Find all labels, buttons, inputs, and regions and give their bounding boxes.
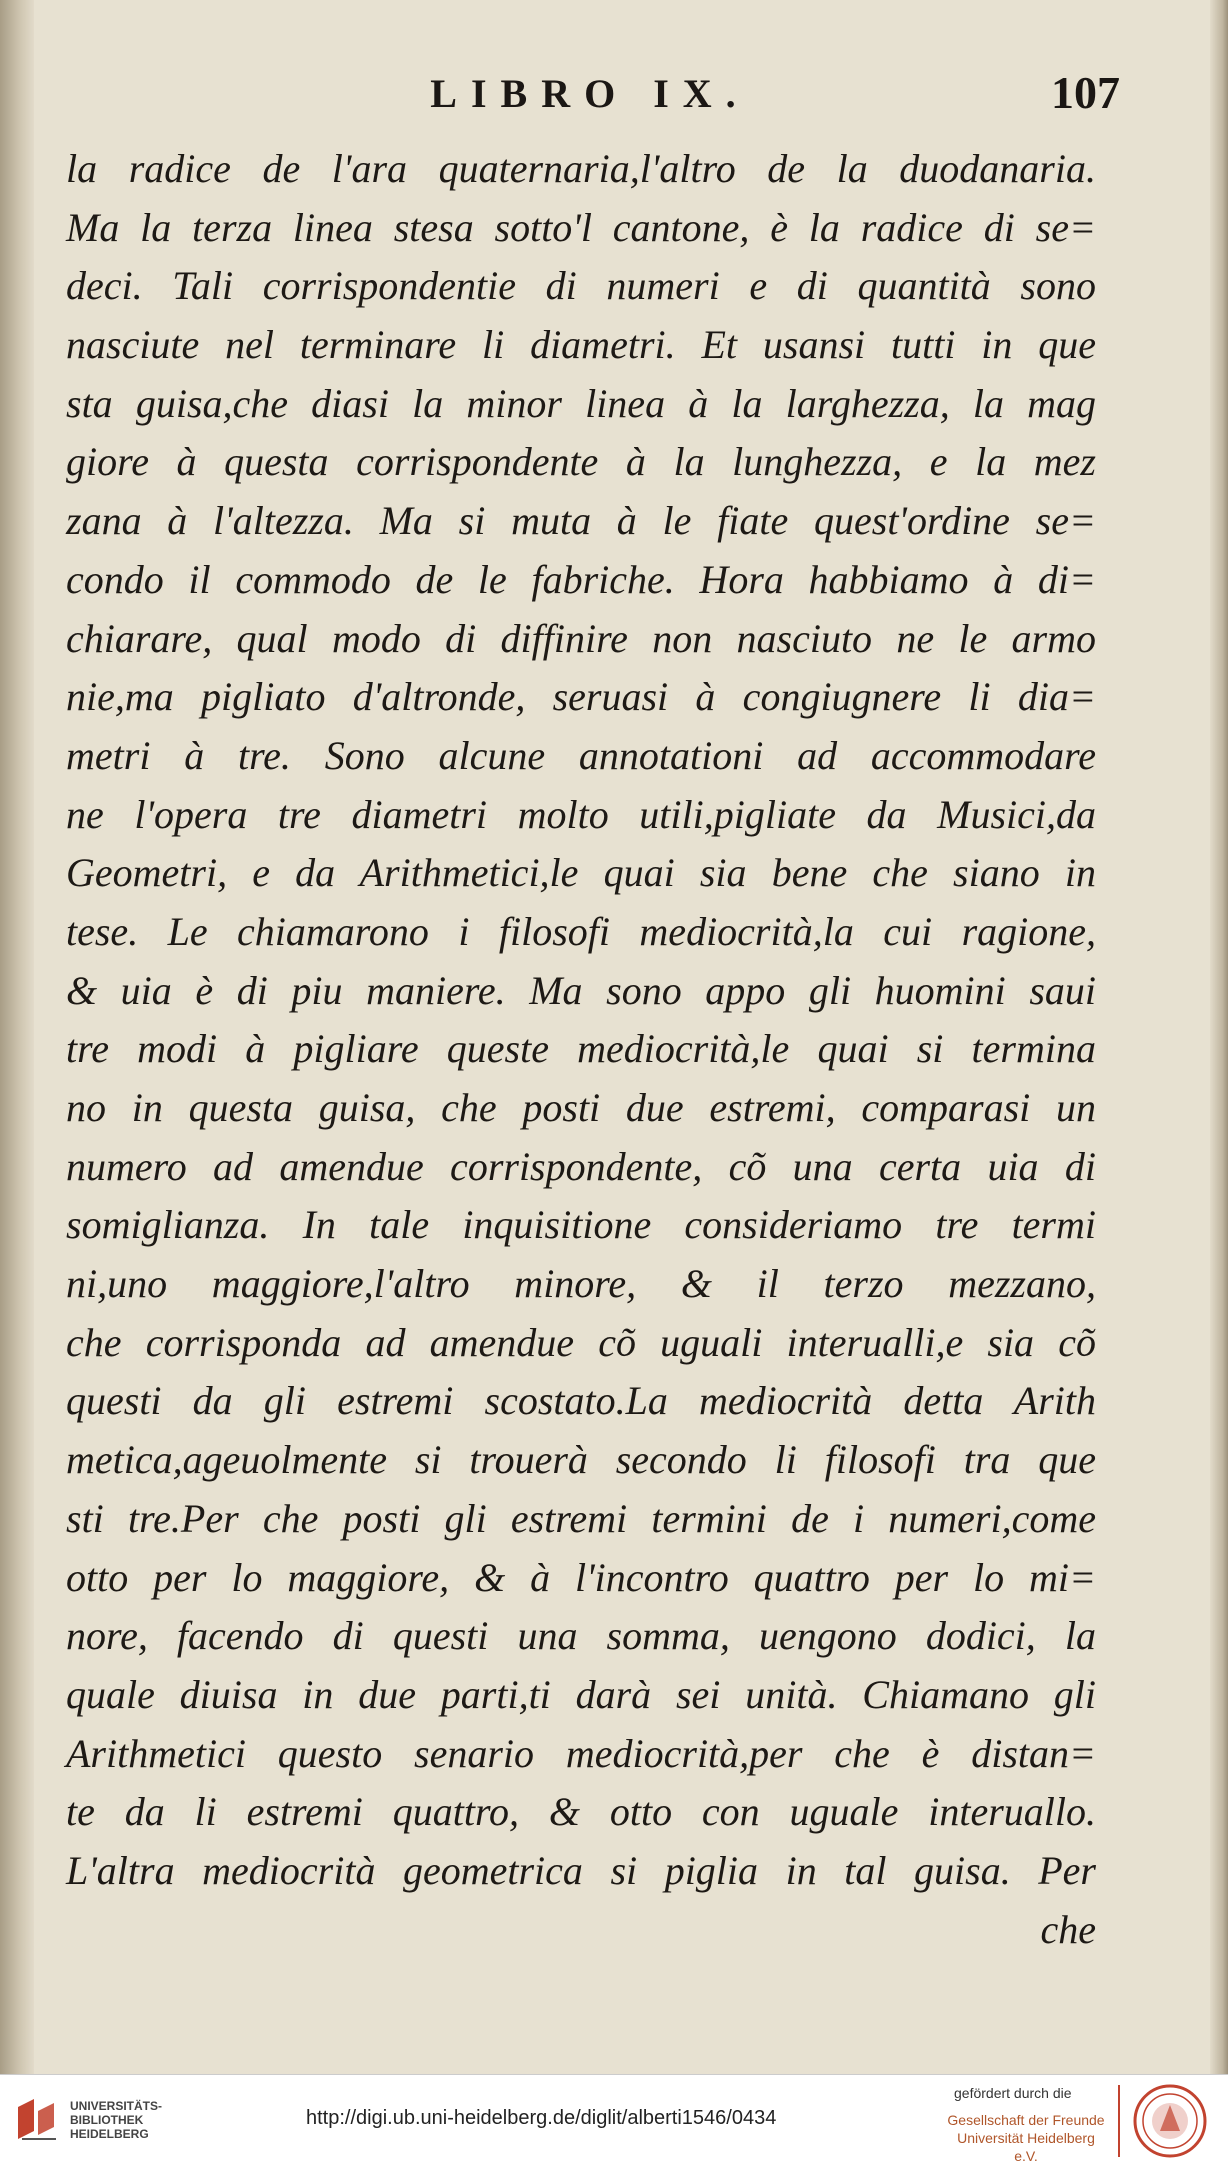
- university-library-logo-icon: [12, 2095, 62, 2145]
- text-line: chiarare, qual modo di diffinire non nasciuto ne le armo: [66, 615, 1096, 661]
- sponsor-name-line: Universität Heidelberg e.V.: [957, 2130, 1095, 2164]
- permalink-url[interactable]: http://digi.ub.uni-heidelberg.de/diglit/alberti1546/0434: [306, 2107, 777, 2129]
- text-line: numero ad amendue corrispondente, cõ una certa uia di: [66, 1143, 1096, 1189]
- text-line: questi da gli estremi scostato.La mediocrità detta Arith: [66, 1378, 1096, 1424]
- text-line: te da li estremi quattro, & otto con uguale interuallo.: [66, 1789, 1096, 1835]
- text-line: la radice de l'ara quaternaria,l'altro de la duodanaria.: [66, 146, 1096, 191]
- text-line: sti tre.Per che posti gli estremi termini de i numeri,come: [66, 1495, 1096, 1541]
- text-line: metri à tre. Sono alcune annotationi ad accommodare: [66, 732, 1096, 778]
- text-line: zana à l'altezza. Ma si muta à le fiate quest'ordine se=: [66, 498, 1096, 544]
- text-line: nore, facendo di questi una somma, uengono dodici, la: [66, 1613, 1096, 1659]
- text-line: nie,ma pigliato d'altronde, seruasi à congiugnere li dia=: [66, 674, 1096, 720]
- footer-divider: [1118, 2085, 1120, 2157]
- sponsor-name-line: Gesellschaft der Freunde: [947, 2112, 1105, 2128]
- text-line: Ma la terza linea stesa sotto'l cantone, è la radice di se=: [66, 204, 1096, 250]
- text-line: somiglianza. In tale inquisitione consideriamo tre termi: [66, 1202, 1096, 1248]
- text-line: metica,ageuolmente si trouerà secondo li filosofi tra que: [66, 1437, 1096, 1483]
- university-seal-icon: [1132, 2083, 1208, 2159]
- text-line: deci. Tali corrispondentie di numeri e di quantità sono: [66, 263, 1096, 309]
- digitization-footer: [0, 2074, 1228, 2165]
- library-name-line: HEIDELBERG: [70, 2127, 149, 2141]
- text-line: sta guisa,che diasi la minor linea à la larghezza, la mag: [66, 380, 1096, 426]
- page-header: [60, 66, 1120, 126]
- library-name-line: BIBLIOTHEK: [70, 2113, 144, 2127]
- text-line: ni,uno maggiore,l'altro minore, & il terzo mezzano,: [66, 1261, 1096, 1307]
- text-line: ne l'opera tre diametri molto utili,pigliate da Musici,da: [66, 791, 1096, 837]
- body-text: [66, 140, 1096, 1959]
- sponsor-note: gefördert durch die: [954, 2085, 1072, 2101]
- library-name: [70, 2099, 162, 2141]
- text-line: no in questa guisa, che posti due estremi, comparasi un: [66, 1085, 1096, 1130]
- running-title: LIBRO IX.: [430, 71, 750, 116]
- library-name-line: UNIVERSITÄTS-: [70, 2099, 163, 2113]
- text-line: che corrisponda ad amendue cõ uguali interualli,e sia cõ: [66, 1319, 1096, 1365]
- text-line: giore à questa corrispondente à la lunghezza, e la mez: [66, 439, 1096, 485]
- text-line: che: [1040, 1906, 1096, 1952]
- text-line: Geometri, e da Arithmetici,le quai sia bene che siano in: [66, 850, 1096, 896]
- text-line: & uia è di piu maniere. Ma sono appo gli huomini saui: [66, 967, 1096, 1013]
- text-line: L'altra mediocrità geometrica si piglia in tal guisa. Per: [66, 1847, 1096, 1893]
- page-edge-shadow: [1210, 0, 1228, 2074]
- text-line: quale diuisa in due parti,ti darà sei unità. Chiamano gli: [66, 1671, 1096, 1717]
- text-line: Arithmetici questo senario mediocrità,per che è distan=: [66, 1730, 1096, 1776]
- text-line: nasciute nel terminare li diametri. Et usansi tutti in que: [66, 322, 1096, 368]
- text-line: tese. Le chiamarono i filosofi mediocrità,la cui ragione,: [66, 908, 1096, 954]
- page-number: 107: [1051, 67, 1120, 118]
- text-line: tre modi à pigliare queste mediocrità,le quai si termina: [66, 1026, 1096, 1072]
- sponsor-name: [946, 2111, 1106, 2165]
- text-line: otto per lo maggiore, & à l'incontro quattro per lo mi=: [66, 1554, 1096, 1600]
- book-spine-shadow: [0, 0, 34, 2074]
- text-line: condo il commodo de le fabriche. Hora habbiamo à di=: [66, 556, 1096, 602]
